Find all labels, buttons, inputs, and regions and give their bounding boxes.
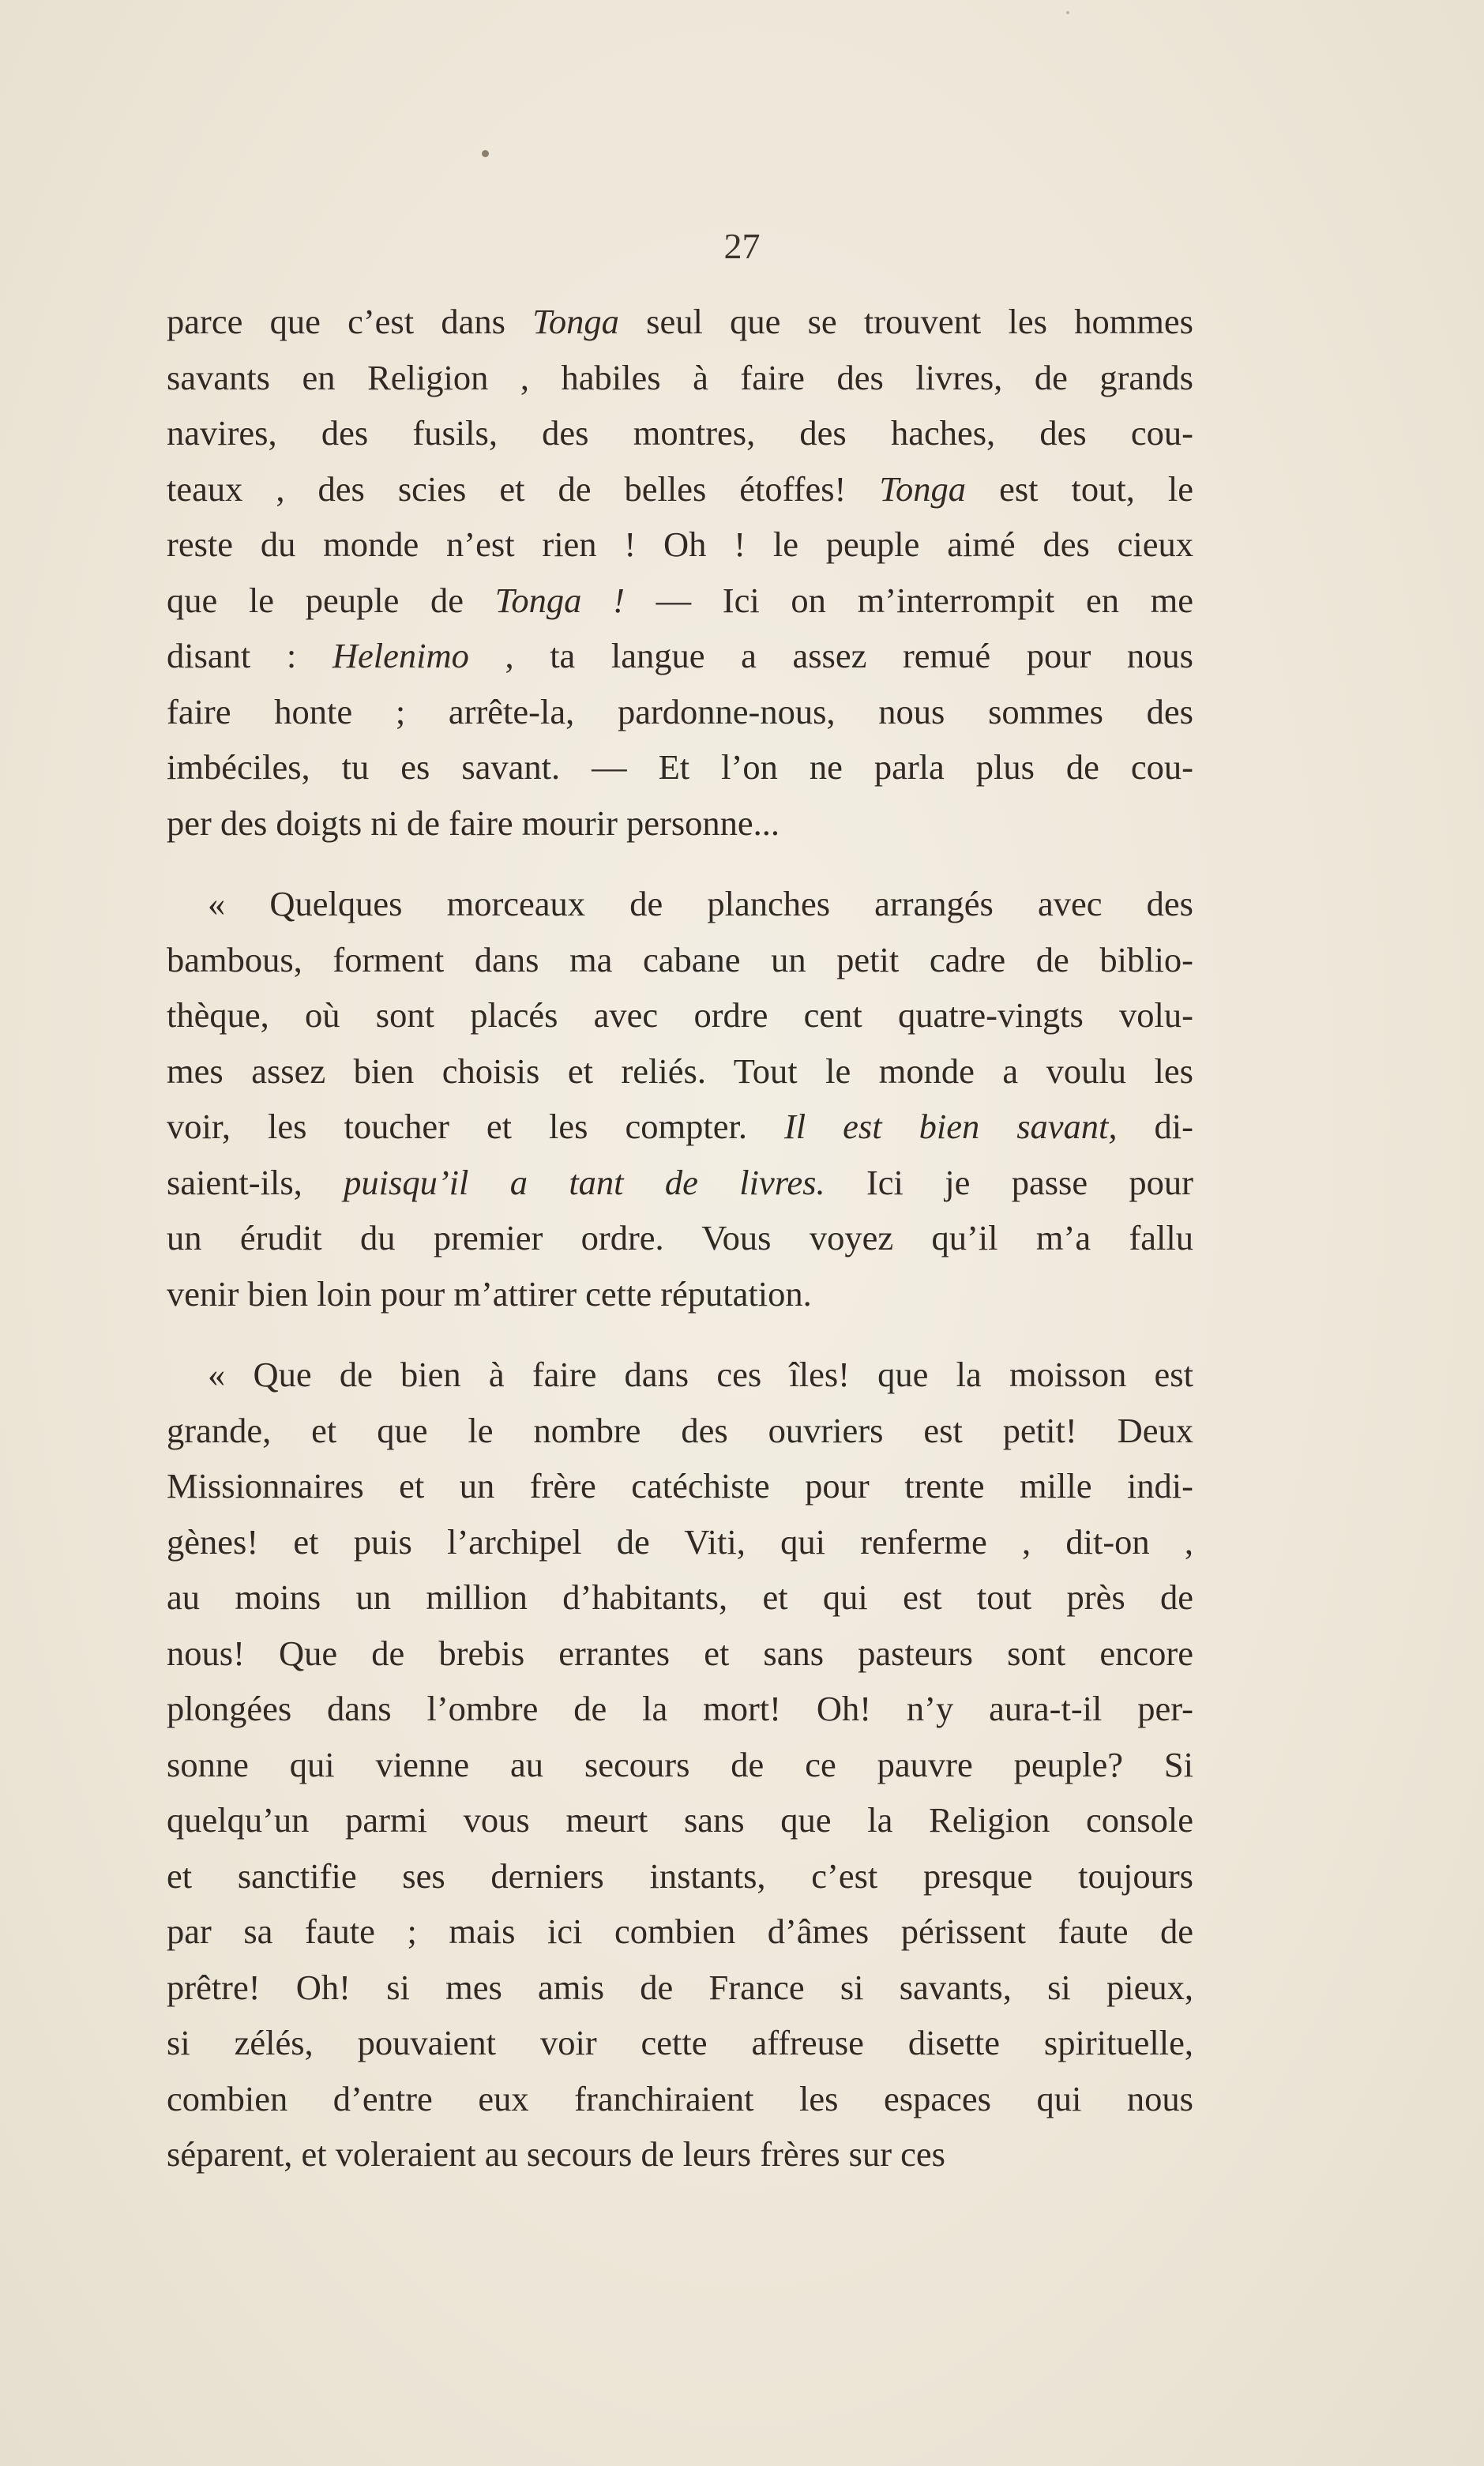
text-line: [167, 1626, 1193, 1682]
text-run: que le peuple de: [167, 580, 495, 620]
ink-speck: [1066, 11, 1069, 14]
text-line: [167, 2126, 1193, 2182]
text-run: navires, des fusils, des montres, des haches, des cou-: [167, 413, 1193, 453]
text-line: [167, 1458, 1193, 1514]
page-number: 27: [723, 226, 761, 266]
text-line: [167, 987, 1193, 1043]
italic-text-run: Tonga !: [494, 580, 625, 620]
text-run: sonne qui vienne au secours de ce pauvre peuple? Si: [167, 1744, 1193, 1784]
body-text: [167, 294, 1193, 2182]
text-run: et sanctifie ses derniers instants, c’est presque toujours: [167, 1855, 1193, 1896]
paragraph-2: [167, 876, 1193, 1321]
text-line: [167, 1210, 1193, 1266]
text-run: « Quelques morceaux de planches arrangés avec des: [208, 884, 1193, 923]
text-line: [167, 1569, 1193, 1626]
text-run: seul que se trouvent les hommes: [618, 302, 1193, 341]
text-run: gènes! et puis l’archipel de Viti, qui renferme , dit-on ,: [167, 1521, 1193, 1562]
text-run: — Ici on m’interrompit en me: [624, 580, 1193, 620]
text-line: [167, 2071, 1193, 2127]
text-line: [167, 1792, 1193, 1848]
text-line: [167, 1155, 1193, 1211]
text-run: au moins un million d’habitants, et qui est tout près de: [167, 1577, 1193, 1617]
text-run: séparent, et voleraient au secours de leurs frères sur ces: [167, 2134, 945, 2174]
text-line: [167, 684, 1193, 740]
paragraph-1: [167, 294, 1193, 851]
text-run: parce que c’est dans: [167, 302, 533, 341]
text-run: venir bien loin pour m’attirer cette réputation.: [167, 1273, 812, 1314]
text-line: [167, 1347, 1193, 1403]
text-run: prêtre! Oh! si mes amis de France si savants, si pieux,: [167, 1967, 1193, 2007]
text-run: « Que de bien à faire dans ces îles! que la moisson est: [208, 1355, 1193, 1394]
text-line: [167, 573, 1193, 629]
text-run: plongées dans l’ombre de la mort! Oh! n’y aura-t-il per-: [167, 1689, 1193, 1728]
italic-text-run: Helenimo: [332, 636, 469, 675]
text-run: un érudit du premier ordre. Vous voyez qu’il m’a fallu: [167, 1218, 1193, 1257]
text-run: bambous, forment dans ma cabane un petit cadre de biblio-: [167, 939, 1193, 979]
italic-text-run: Tonga: [879, 468, 967, 509]
text-run: nous! Que de brebis errantes et sans pasteurs sont encore: [167, 1633, 1193, 1673]
text-run: si zélés, pouvaient voir cette affreuse disette spirituelle,: [167, 2023, 1193, 2062]
italic-text-run: puisqu’il a tant de livres.: [344, 1162, 825, 1202]
text-line: [167, 1514, 1193, 1570]
text-line: [167, 1737, 1193, 1793]
text-line: [167, 350, 1193, 406]
text-line: [167, 932, 1193, 988]
text-run: per des doigts ni de faire mourir personne...: [167, 803, 780, 843]
paragraph-3: [167, 1347, 1193, 2182]
text-line: [167, 1099, 1193, 1155]
text-run: combien d’entre eux franchiraient les espaces qui nous: [167, 2078, 1193, 2118]
text-run: mes assez bien choisis et reliés. Tout le monde a voulu les: [167, 1051, 1193, 1091]
text-line: [167, 628, 1193, 684]
text-run: Ici je passe pour: [825, 1162, 1193, 1202]
text-run: disant :: [167, 636, 332, 675]
text-line: [167, 2015, 1193, 2071]
text-line: [167, 1043, 1193, 1100]
text-run: faire honte ; arrête-la, pardonne-nous, nous sommes des: [167, 691, 1193, 731]
text-run: savants en Religion , habiles à faire des livres, de grands: [167, 357, 1193, 397]
text-line: [167, 517, 1193, 573]
text-line: [167, 461, 1193, 517]
italic-text-run: Tonga: [532, 302, 619, 341]
text-run: imbéciles, tu es savant. — Et l’on ne parla plus de cou-: [167, 747, 1193, 787]
text-line: [167, 739, 1193, 795]
text-line: [167, 405, 1193, 461]
text-run: Missionnaires et un frère catéchiste pour trente mille indi-: [167, 1466, 1193, 1506]
text-run: , ta langue a assez remué pour nous: [468, 636, 1193, 675]
text-run: voir, les toucher et les compter.: [167, 1107, 784, 1146]
text-run: thèque, où sont placés avec ordre cent quatre-vingts volu-: [167, 995, 1193, 1035]
text-line: [167, 795, 1193, 851]
text-run: grande, et que le nombre des ouvriers est petit! Deux: [167, 1410, 1193, 1450]
text-run: reste du monde n’est rien ! Oh ! le peuple aimé des cieux: [167, 524, 1193, 564]
text-line: [167, 1848, 1193, 1904]
text-line: [167, 1960, 1193, 2016]
text-run: di-: [1117, 1107, 1193, 1146]
text-line: [167, 1681, 1193, 1737]
text-run: quelqu’un parmi vous meurt sans que la Religion console: [167, 1800, 1193, 1840]
text-run: est tout, le: [966, 468, 1193, 509]
ink-speck: [482, 150, 489, 157]
text-run: teaux , des scies et de belles étoffes!: [167, 468, 880, 509]
text-run: par sa faute ; mais ici combien d’âmes périssent faute de: [167, 1912, 1193, 1951]
text-line: [167, 876, 1193, 932]
text-line: [167, 1403, 1193, 1459]
text-line: [167, 294, 1193, 350]
text-line: [167, 1266, 1193, 1322]
italic-text-run: Il est bien savant,: [783, 1107, 1118, 1146]
text-run: saient-ils,: [167, 1162, 344, 1202]
text-line: [167, 1904, 1193, 1960]
